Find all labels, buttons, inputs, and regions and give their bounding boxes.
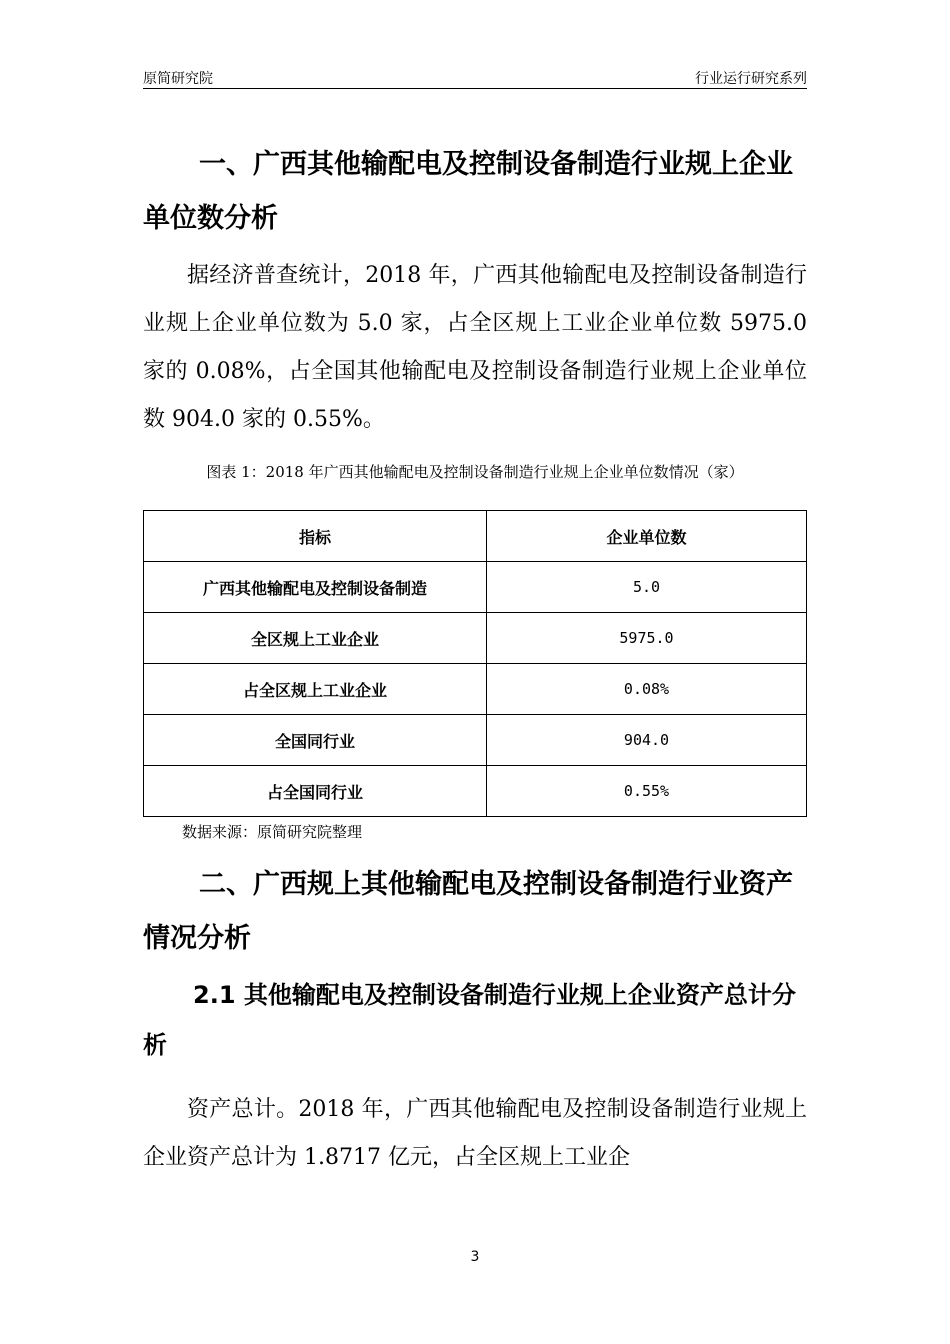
table-cell-value: 904.0 bbox=[487, 715, 807, 766]
table-cell-label: 全区规上工业企业 bbox=[144, 613, 487, 664]
table-cell-label: 占全区规上工业企业 bbox=[144, 664, 487, 715]
table-row bbox=[144, 715, 807, 766]
section1-heading: 一、广西其他输配电及控制设备制造行业规上企业单位数分析 bbox=[143, 149, 793, 234]
page-number: 3 bbox=[470, 1249, 480, 1265]
table-header-count: 企业单位数 bbox=[487, 511, 807, 562]
table-source-note: 数据来源：原简研究院整理 bbox=[182, 823, 363, 841]
table-header-indicator: 指标 bbox=[144, 511, 487, 562]
table-row bbox=[144, 562, 807, 613]
table-cell-value: 5975.0 bbox=[487, 613, 807, 664]
table-row bbox=[144, 766, 807, 817]
table-cell-label: 占全国同行业 bbox=[144, 766, 487, 817]
table-header-row bbox=[144, 511, 807, 562]
table-row bbox=[144, 664, 807, 715]
subsection-2-1-heading: 2.1 其他输配电及控制设备制造行业规上企业资产总计分析 bbox=[143, 981, 796, 1059]
table-cell-label: 广西其他输配电及控制设备制造 bbox=[144, 562, 487, 613]
header-series-name: 行业运行研究系列 bbox=[695, 71, 807, 87]
section2-paragraph: 资产总计。2018 年，广西其他输配电及控制设备制造行业规上企业资产总计为 1.8717 亿元，占全区规上工业企 bbox=[143, 1097, 807, 1170]
section1-paragraph: 据经济普查统计，2018 年，广西其他输配电及控制设备制造行业规上企业单位数为 5.0 家，占全区规上工业企业单位数 5975.0 家的 0.08%，占全国其他输配电及控制设备制造行业规上企业单位数 904.0 家的 0.55%。 bbox=[143, 263, 807, 432]
table-row bbox=[144, 613, 807, 664]
enterprise-count-table bbox=[143, 510, 807, 817]
table-cell-value: 0.55% bbox=[487, 766, 807, 817]
table-cell-value: 5.0 bbox=[487, 562, 807, 613]
header-divider bbox=[143, 88, 807, 89]
table-cell-value: 0.08% bbox=[487, 664, 807, 715]
table-cell-label: 全国同行业 bbox=[144, 715, 487, 766]
header-org-name: 原简研究院 bbox=[143, 71, 213, 87]
section2-heading: 二、广西规上其他输配电及控制设备制造行业资产情况分析 bbox=[143, 869, 793, 954]
table-caption: 图表 1：2018 年广西其他输配电及控制设备制造行业规上企业单位数情况（家） bbox=[206, 463, 744, 481]
